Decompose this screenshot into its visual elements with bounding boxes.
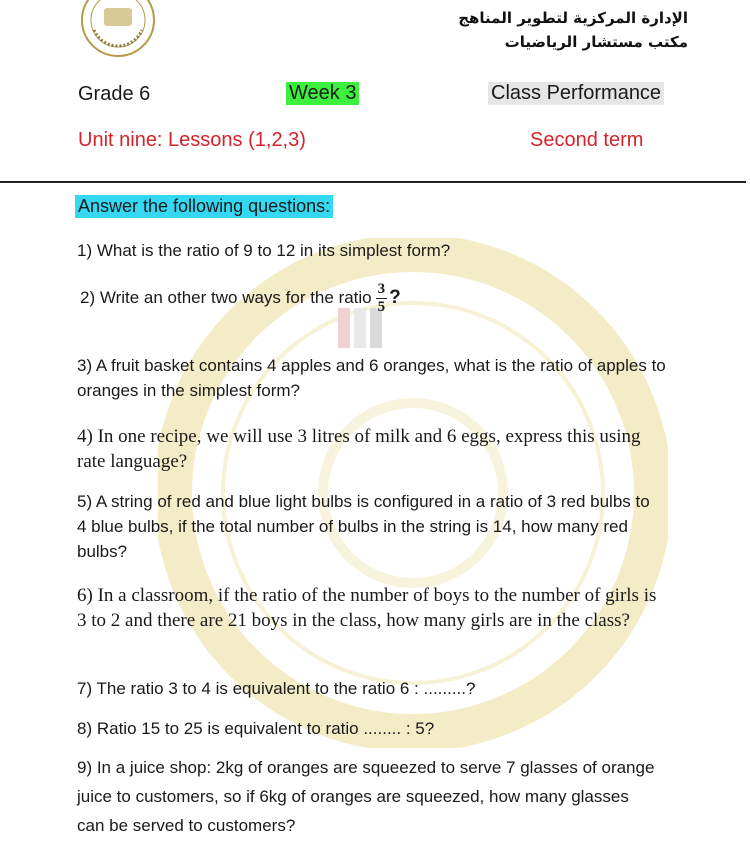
question-9: 9) In a juice shop: 2kg of oranges are squeezed to serve 7 glasses of orange juice to customers, so if 6kg of oranges are squeezed, how many glasses can be served to customers? — [77, 758, 655, 835]
question-1: 1) What is the ratio of 9 to 12 in its simplest form? — [77, 241, 451, 260]
ministry-seal-logo — [80, 0, 156, 58]
fraction-denominator: 5 — [377, 299, 386, 315]
question-5: 5) A string of red and blue light bulbs is configured in a ratio of 3 red bulbs to 4 blue bulbs, if the total number of bulbs in the string is 14, how many red bulbs? — [77, 492, 650, 561]
instruction-heading: Answer the following questions: — [75, 195, 333, 218]
question-2-text: 2) Write an other two ways for the ratio — [80, 287, 372, 307]
term-label: Second term — [530, 129, 644, 151]
question-2 — [80, 281, 680, 316]
fraction-numerator: 3 — [377, 281, 386, 297]
header-divider — [0, 181, 746, 183]
unit-lessons-label: Unit nine: Lessons (1,2,3) — [78, 129, 306, 151]
grade-label: Grade 6 — [78, 83, 151, 105]
question-2-end: ? — [389, 286, 401, 308]
question-6: 6) In a classroom, if the ratio of the number of boys to the number of girls is 3 to 2 and there are 21 boys in the class, how many girls are in the class? — [77, 585, 657, 631]
question-3: 3) A fruit basket contains 4 apples and 6 oranges, what is the ratio of apples to oranges in the simplest form? — [77, 356, 666, 400]
question-8: 8) Ratio 15 to 25 is equivalent to ratio ........ : 5? — [77, 719, 435, 738]
week-label: Week 3 — [286, 82, 359, 105]
ratio-fraction — [376, 281, 388, 316]
question-7: 7) The ratio 3 to 4 is equivalent to the ratio 6 : .........? — [77, 679, 476, 698]
arabic-office-title: مكتب مستشار الرياضيات — [504, 33, 688, 51]
arabic-department-title: الإدارة المركزية لتطوير المناهج — [458, 9, 688, 27]
class-performance-label: Class Performance — [488, 82, 664, 105]
question-4: 4) In one recipe, we will use 3 litres of milk and 6 eggs, express this using rate language? — [77, 426, 641, 472]
